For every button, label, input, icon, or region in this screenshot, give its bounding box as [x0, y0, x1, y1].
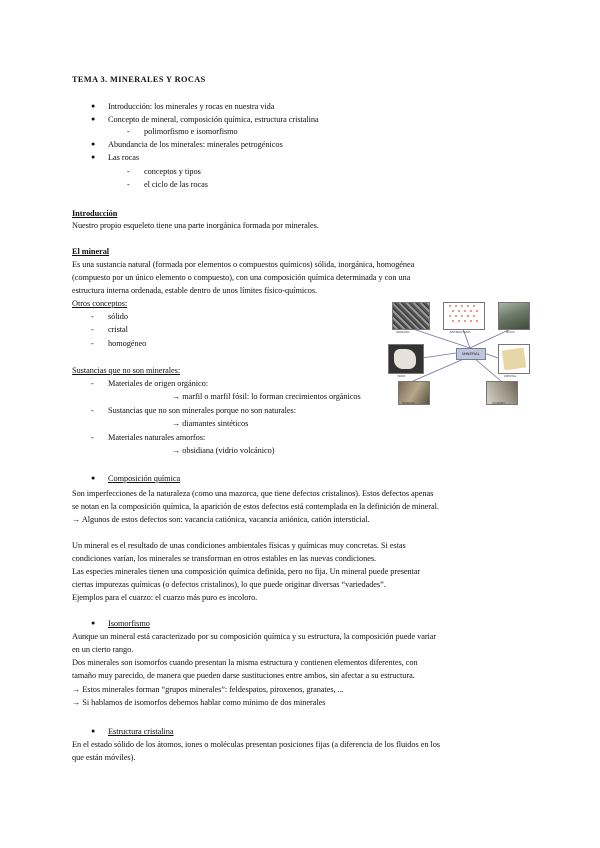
paragraph-line: condiciones varían, los minerales se transforman en otros estables en las nuevas condiciones. [72, 554, 377, 563]
index-item: Introducción: los minerales y rocas en nuestra vida [108, 102, 275, 111]
section-heading-composicion: Composición química [108, 474, 181, 483]
dash-icon: - [91, 379, 94, 388]
granite-photo [392, 302, 430, 330]
section-heading-isomorfismo: Isomorfismo [108, 619, 150, 628]
section-heading-mineral: El mineral [72, 247, 110, 256]
paragraph-line: → Estos minerales forman “grupos minerales”: feldespatos, piroxenos, granates, ... [72, 685, 344, 694]
index-item: Concepto de mineral, composición química, estructura cristalina [108, 115, 319, 124]
list-item: cristal [108, 325, 128, 334]
dash-icon: - [91, 325, 94, 334]
paragraph-line: ciertas impurezas químicas (o defectos cristalinos), lo que puede originar diversas “variedades”. [72, 580, 386, 589]
index-item: Las rocas [108, 153, 140, 162]
index-subitem: el ciclo de las rocas [144, 180, 208, 189]
paragraph-line: Un mineral es el resultado de unas condiciones ambientales físicas y químicas muy concretas. Si estas [72, 541, 406, 550]
figure-caption: ESTRUCTURA [450, 330, 471, 334]
dash-icon: - [91, 406, 94, 415]
paragraph-line: tamaño muy parecido, de manera que pueden darse sustituciones entre ambos, sin afectar a su estructura. [72, 671, 415, 680]
gypsum-photo [388, 344, 424, 374]
paragraph-line: en un cierto rango. [72, 645, 134, 654]
bullet-icon: ● [91, 115, 96, 123]
subheading-otros-conceptos: Otros conceptos: [72, 299, 128, 308]
figure-caption: CUARZO [492, 401, 505, 405]
center-node-label: MINERAL [456, 348, 486, 360]
paragraph-line: Dos minerales son isomorfos cuando presentan la misma estructura y contienen elementos diferentes, con [72, 658, 418, 667]
bullet-icon: ● [91, 619, 96, 627]
mineral-concept-figure [388, 299, 529, 405]
dash-icon: - [127, 180, 130, 189]
paragraph-line: En el estado sólido de los átomos, iones o moléculas presentan posiciones fijas (a diferencia de los fluidos en los [72, 740, 440, 749]
bullet-icon: ● [91, 474, 96, 482]
paragraph-line: que están móviles). [72, 753, 136, 762]
list-item: Materiales de origen orgánico: [108, 379, 208, 388]
list-subitem: → diamantes sintéticos [172, 419, 249, 428]
dash-icon: - [127, 167, 130, 176]
list-item: Sustancias que no son minerales porque no son naturales: [108, 406, 296, 415]
list-item: Materiales naturales amorfos: [108, 433, 206, 442]
paragraph-line: Aunque un mineral está caracterizado por su composición química y su estructura, la composición puede variar [72, 632, 437, 641]
index-item: Abundancia de los minerales: minerales petrogénicos [108, 140, 283, 149]
list-subitem: → marfil o marfil fósil: lo forman crecimientos orgánicos [172, 392, 361, 401]
paragraph-line: Ejemplos para el cuarzo: el cuarzo más puro es incoloro. [72, 593, 258, 602]
list-item: sólido [108, 312, 128, 321]
bullet-icon: ● [91, 727, 96, 735]
bullet-icon: ● [91, 153, 96, 161]
paragraph-line: → Si hablamos de isomorfos debemos hablar como mínimo de dos minerales [72, 698, 326, 707]
dash-icon: - [91, 339, 94, 348]
figure-caption: CRISTAL [504, 374, 517, 378]
figure-caption: MINERAL [402, 401, 416, 405]
index-subitem: conceptos y tipos [144, 167, 201, 176]
dash-icon: - [91, 433, 94, 442]
crystal-structure-image [443, 302, 485, 330]
paragraph-line: Es una sustancia natural (formada por elementos o compuestos químicos) sólida, inorgánica, homogénea [72, 260, 415, 269]
dash-icon: - [91, 312, 94, 321]
bullet-icon: ● [91, 102, 96, 110]
list-subitem: → obsidiana (vidrio volcánico) [172, 446, 275, 455]
document-title: TEMA 3. MINERALES Y ROCAS [72, 75, 206, 84]
section-heading-introduccion: Introducción [72, 209, 118, 218]
section-heading-estructura: Estructura cristalina [108, 727, 174, 736]
figure-caption: GRANITO [396, 330, 410, 334]
dash-icon: - [127, 127, 130, 136]
paragraph-line: estructura interna ordenada, estable dentro de unos límites físico-químicos. [72, 286, 318, 295]
subheading-no-minerales: Sustancias que no son minerales: [72, 366, 181, 375]
paragraph-line: → Algunos de estos defectos son: vacancia catiónica, vacancia aniónica, catión intersticial. [72, 515, 370, 524]
paragraph-line: se notan en la composición química, la aparición de estos defectos está contemplada en la definición de mineral. [72, 502, 439, 511]
paragraph-line: Las especies minerales tienen una composición química definida, pero no fija. Un mineral puede presentar [72, 567, 421, 576]
figure-caption: ROCA [506, 330, 515, 334]
bullet-icon: ● [91, 140, 96, 148]
paragraph-line: (compuesto por un único elemento o compuesto), con una composición química determinada y con una [72, 273, 411, 282]
crystal-photo [498, 344, 530, 374]
figure-caption: YESO [397, 374, 406, 378]
index-subitem: polimorfismo e isomorfismo [144, 127, 238, 136]
paragraph-line: Nuestro propio esqueleto tiene una parte inorgánica formada por minerales. [72, 221, 319, 230]
rock-outcrop-photo [498, 302, 530, 330]
paragraph-line: Son imperfecciones de la naturaleza (como una mazorca, que tiene defectos cristalinos). Estos defectos apenas [72, 489, 434, 498]
list-item: homogéneo [108, 339, 147, 348]
